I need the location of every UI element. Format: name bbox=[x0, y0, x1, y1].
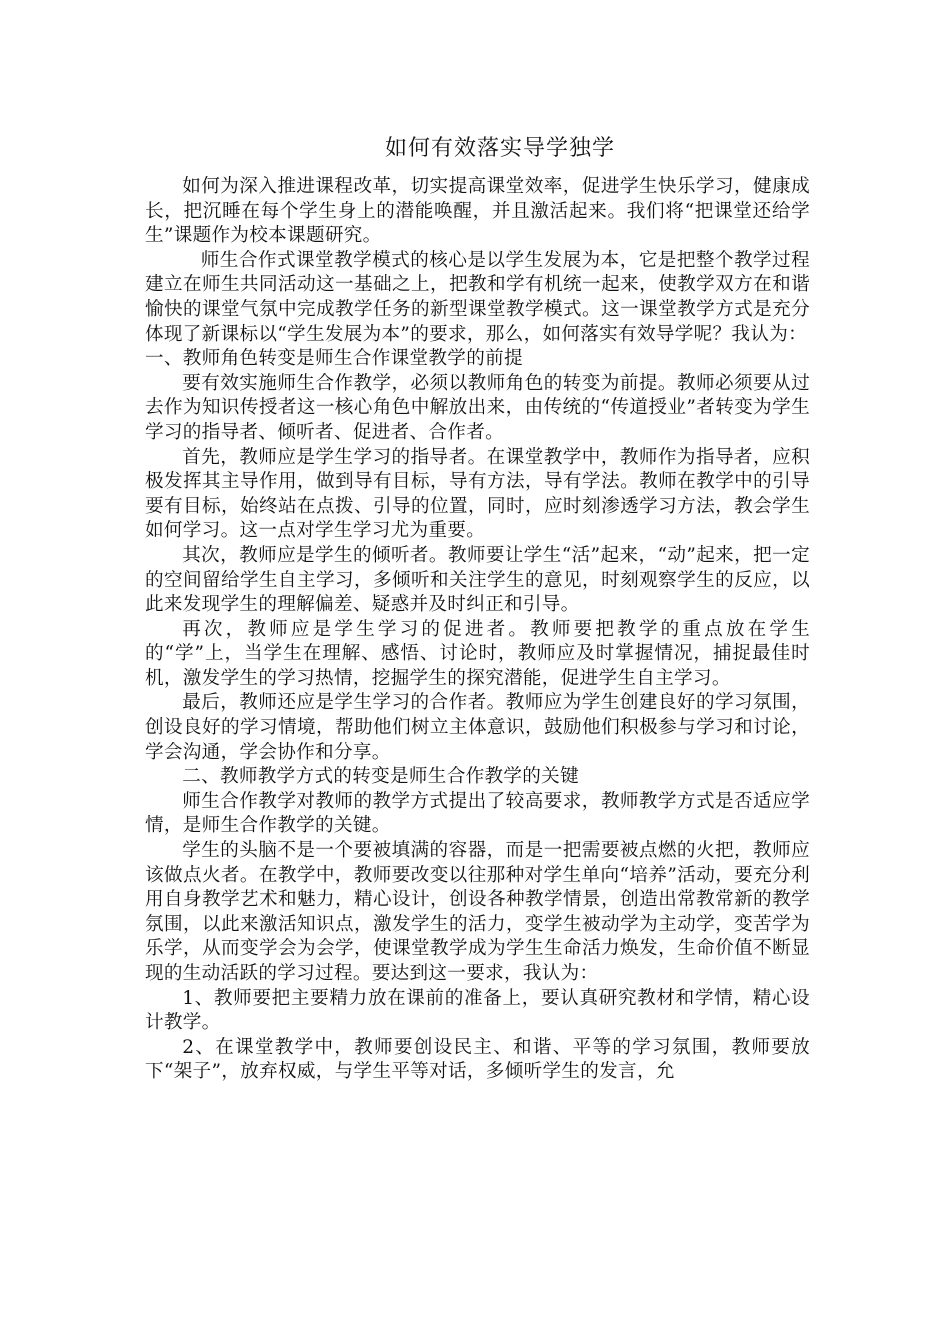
paragraph: 其次，教师应是学生的倾听者。教师要让学生“活”起来，“动”起来，把一定的空间留给学生自主学习，多倾听和关注学生的意见，时刻观察学生的反应，以此来发现学生的理解偏差、疑惑并及时纠正和引导。 bbox=[145, 544, 810, 616]
paragraph: 2、在课堂教学中，教师要创设民主、和谐、平等的学习氛围，教师要放下“架子”，放弃权威，与学生平等对话，多倾听学生的发言，允 bbox=[145, 1036, 810, 1083]
paragraph: 师生合作教学对教师的教学方式提出了较高要求，教师教学方式是否适应学情，是师生合作教学的关键。 bbox=[145, 790, 810, 837]
paragraph: 最后，教师还应是学生学习的合作者。教师应为学生创建良好的学习氛围，创设良好的学习情境，帮助他们树立主体意识，鼓励他们积极参与学习和讨论，学会沟通，学会协作和分享。 bbox=[145, 692, 810, 763]
paragraph: 首先，教师应是学生学习的指导者。在课堂教学中，教师作为指导者，应积极发挥其主导作用，做到导有目标，导有方法，导有学法。教师在教学中的引导要有目标，始终站在点拨、引导的位置，同时，应时刻渗透学习方法，教会学生如何学习。这一点对学生学习尤为重要。 bbox=[145, 446, 810, 542]
paragraph: 师生合作式课堂教学模式的核心是以学生发展为本，它是把整个教学过程建立在师生共同活动这一基础之上，把教和学有机统一起来，使教学双方在和谐愉快的课堂气氛中完成教学任务的新型课堂教学模式。这一课堂教学方式是充分体现了新课标以“学生发展为本”的要求，那么，如何落实有效导学呢？我认为： bbox=[145, 249, 810, 345]
paragraph: 1、教师要把主要精力放在课前的准备上，要认真研究教材和学情，精心设计教学。 bbox=[145, 987, 810, 1034]
document-body bbox=[145, 175, 810, 1085]
document-title: 如何有效落实导学独学 bbox=[384, 136, 615, 161]
paragraph: 如何为深入推进课程改革，切实提高课堂效率，促进学生快乐学习，健康成长，把沉睡在每个学生身上的潜能唤醒，并且激活起来。我们将“把课堂还给学生”课题作为校本课题研究。 bbox=[145, 176, 810, 247]
paragraph: 一、教师角色转变是师生合作课堂教学的前提 bbox=[145, 348, 523, 370]
paragraph: 学生的头脑不是一个要被填满的容器，而是一把需要被点燃的火把，教师应该做点火者。在教学中，教师要改变以往那种对学生单向“培养”活动，要充分利用自身教学艺术和魅力，精心设计，创设各种教学情景，创造出常教常新的教学氛围，以此来激活知识点，激发学生的活力，变学生被动学为主动学，变苦学为乐学，从而变学会为会学，使课堂教学成为学生生命活力焕发，生命价值不断显现的生动活跃的学习过程。要达到这一要求，我认为： bbox=[145, 840, 810, 984]
paragraph: 再次，教师应是学生学习的促进者。教师要把教学的重点放在学生的“学”上，当学生在理解、感悟、讨论时，教师应及时掌握情况，捕捉最佳时机，激发学生的学习热情，挖掘学生的探究潜能，促进学生自主学习。 bbox=[145, 618, 810, 689]
paragraph: 要有效实施师生合作教学，必须以教师角色的转变为前提。教师必须要从过去作为知识传授者这一核心角色中解放出来，由传统的“传道授业”者转变为学生学习的指导者、倾听者、促进者、合作者。 bbox=[145, 372, 810, 443]
paragraph: 二、教师教学方式的转变是师生合作教学的关键 bbox=[182, 766, 579, 788]
